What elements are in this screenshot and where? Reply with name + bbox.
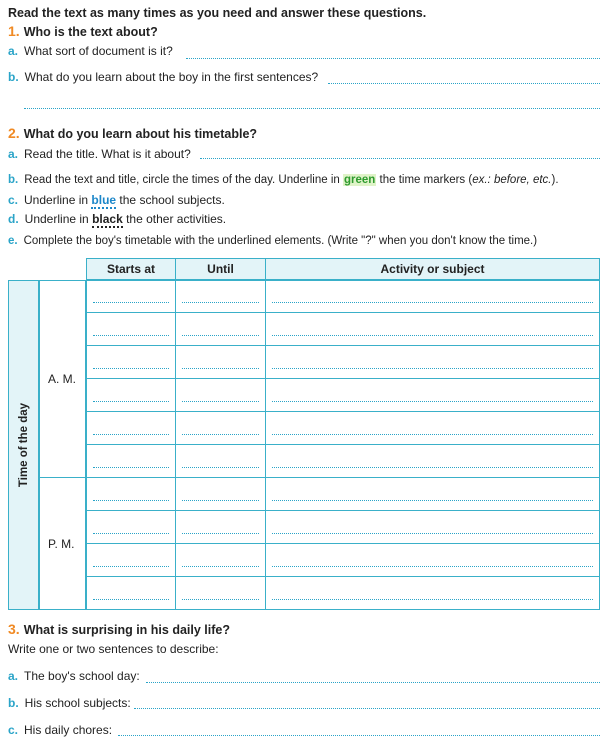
- question-2-title: What do you learn about his timetable?: [23, 127, 258, 141]
- am-label: A. M.: [48, 372, 77, 386]
- cell-starts[interactable]: [86, 345, 176, 379]
- question-3b-text: His school subjects:: [24, 696, 131, 710]
- answer-dotted-line: [93, 368, 169, 369]
- question-3a-text: The boy's school day:: [24, 669, 140, 683]
- question-2c: [8, 193, 225, 207]
- question-3-instruction: Write one or two sentences to describe:: [8, 642, 219, 656]
- question-2d-text: Underline in: [24, 212, 89, 226]
- cell-until[interactable]: [175, 510, 266, 544]
- question-2e: [8, 235, 537, 247]
- answer-dotted-line: [272, 467, 593, 468]
- cell-until[interactable]: [175, 444, 266, 478]
- item-letter: c.: [8, 723, 19, 737]
- item-letter: a.: [8, 147, 19, 161]
- cell-until[interactable]: [175, 477, 266, 511]
- cell-starts[interactable]: [86, 378, 176, 412]
- answer-dotted-line: [272, 566, 593, 567]
- cell-starts[interactable]: [86, 477, 176, 511]
- item-letter: a.: [8, 44, 19, 58]
- cell-until[interactable]: [175, 378, 266, 412]
- black-keyword: black: [92, 212, 123, 226]
- cell-activity[interactable]: [265, 444, 600, 478]
- item-letter: b.: [8, 70, 19, 84]
- cell-starts[interactable]: [86, 411, 176, 445]
- answer-dotted-line: [182, 599, 259, 600]
- answer-dotted-line: [93, 401, 169, 402]
- question-2-number: 2.: [8, 125, 20, 141]
- col-header-until: Until: [175, 258, 266, 280]
- answer-dotted-line: [182, 500, 259, 501]
- question-2b-text: Read the text and title, circle the times of the day. Underline in: [24, 174, 340, 186]
- cell-activity[interactable]: [265, 576, 600, 610]
- item-letter: b.: [8, 174, 19, 186]
- question-3c-text: His daily chores:: [24, 723, 113, 737]
- cell-activity[interactable]: [265, 411, 600, 445]
- cell-activity[interactable]: [265, 543, 600, 577]
- cell-activity[interactable]: [265, 312, 600, 346]
- cell-until[interactable]: [175, 543, 266, 577]
- cell-starts[interactable]: [86, 280, 176, 313]
- answer-dotted-line: [93, 500, 169, 501]
- answer-dotted-line: [272, 401, 593, 402]
- question-2a-text: Read the title. What is it about?: [24, 147, 191, 161]
- am-period: [39, 280, 86, 478]
- cell-until[interactable]: [175, 312, 266, 346]
- answer-line-3c[interactable]: [118, 735, 600, 736]
- question-2b-end: ).: [551, 174, 559, 186]
- cell-starts[interactable]: [86, 312, 176, 346]
- question-2e-text: Complete the boy's timetable with the underlined elements. (Write "?" when you don't know the time.): [23, 235, 538, 247]
- answer-dotted-line: [182, 566, 259, 567]
- question-2a: [8, 147, 191, 161]
- answer-dotted-line: [93, 467, 169, 468]
- question-3-heading: [8, 621, 230, 637]
- cell-starts[interactable]: [86, 543, 176, 577]
- green-keyword: green: [344, 174, 376, 186]
- question-1-number: 1.: [8, 23, 20, 39]
- answer-dotted-line: [93, 599, 169, 600]
- blue-keyword: blue: [91, 193, 117, 207]
- answer-line-1b[interactable]: [328, 83, 600, 84]
- item-letter: a.: [8, 669, 19, 683]
- question-1-title: Who is the text about?: [23, 25, 158, 39]
- time-of-day-column: [8, 280, 39, 610]
- question-3c: [8, 723, 112, 737]
- answer-dotted-line: [182, 434, 259, 435]
- cell-activity[interactable]: [265, 510, 600, 544]
- answer-line-2a[interactable]: [200, 158, 600, 159]
- answer-dotted-line: [272, 533, 593, 534]
- answer-line-1a[interactable]: [186, 58, 600, 59]
- col-header-activity: Activity or subject: [265, 258, 600, 280]
- cell-starts[interactable]: [86, 444, 176, 478]
- question-2c-text-post: the school subjects.: [119, 193, 225, 207]
- answer-dotted-line: [272, 368, 593, 369]
- col-header-starts: Starts at: [86, 258, 176, 280]
- cell-starts[interactable]: [86, 576, 176, 610]
- question-1b-text: What do you learn about the boy in the first sentences?: [24, 70, 319, 84]
- answer-dotted-line: [272, 434, 593, 435]
- answer-dotted-line: [182, 533, 259, 534]
- answer-dotted-line: [182, 368, 259, 369]
- time-of-day-label: Time of the day: [17, 402, 30, 488]
- question-2b-text-post: the time markers (: [379, 174, 473, 186]
- answer-dotted-line: [272, 335, 593, 336]
- question-2d: [8, 212, 226, 226]
- answer-line-1b-2[interactable]: [24, 108, 600, 109]
- item-letter: c.: [8, 193, 19, 207]
- pm-label: P. M.: [48, 536, 75, 551]
- instructions: Read the text as many times as you need and answer these questions.: [8, 6, 427, 20]
- cell-activity[interactable]: [265, 345, 600, 379]
- cell-until[interactable]: [175, 576, 266, 610]
- question-3-number: 3.: [8, 621, 20, 637]
- question-3b: [8, 696, 131, 710]
- question-1a-text: What sort of document is it?: [24, 44, 173, 58]
- answer-dotted-line: [93, 335, 169, 336]
- answer-dotted-line: [93, 434, 169, 435]
- item-letter: e.: [8, 235, 18, 247]
- question-2b: [8, 174, 559, 186]
- cell-starts[interactable]: [86, 510, 176, 544]
- answer-line-3b[interactable]: [134, 708, 600, 709]
- answer-dotted-line: [93, 533, 169, 534]
- answer-dotted-line: [182, 401, 259, 402]
- answer-dotted-line: [93, 302, 169, 303]
- answer-dotted-line: [182, 302, 259, 303]
- item-letter: b.: [8, 696, 19, 710]
- pm-period: [39, 477, 86, 610]
- answer-dotted-line: [182, 335, 259, 336]
- question-2-heading: [8, 125, 257, 141]
- cell-until[interactable]: [175, 411, 266, 445]
- question-2d-text-post: the other activities.: [126, 212, 227, 226]
- answer-line-3a[interactable]: [146, 682, 600, 683]
- answer-dotted-line: [272, 599, 593, 600]
- question-2c-text: Underline in: [24, 193, 89, 207]
- question-2b-example: ex.: before, etc.: [472, 174, 552, 186]
- timetable: [8, 258, 600, 610]
- answer-dotted-line: [182, 467, 259, 468]
- question-1-heading: [8, 23, 158, 39]
- answer-dotted-line: [272, 500, 593, 501]
- answer-dotted-line: [272, 302, 593, 303]
- question-3a: [8, 669, 140, 683]
- item-letter: d.: [8, 212, 19, 226]
- question-1b: [8, 70, 318, 84]
- cell-until[interactable]: [175, 345, 266, 379]
- cell-activity[interactable]: [265, 280, 600, 313]
- question-3-title: What is surprising in his daily life?: [23, 623, 230, 637]
- question-1a: [8, 44, 173, 58]
- cell-activity[interactable]: [265, 477, 600, 511]
- cell-until[interactable]: [175, 280, 266, 313]
- answer-dotted-line: [93, 566, 169, 567]
- cell-activity[interactable]: [265, 378, 600, 412]
